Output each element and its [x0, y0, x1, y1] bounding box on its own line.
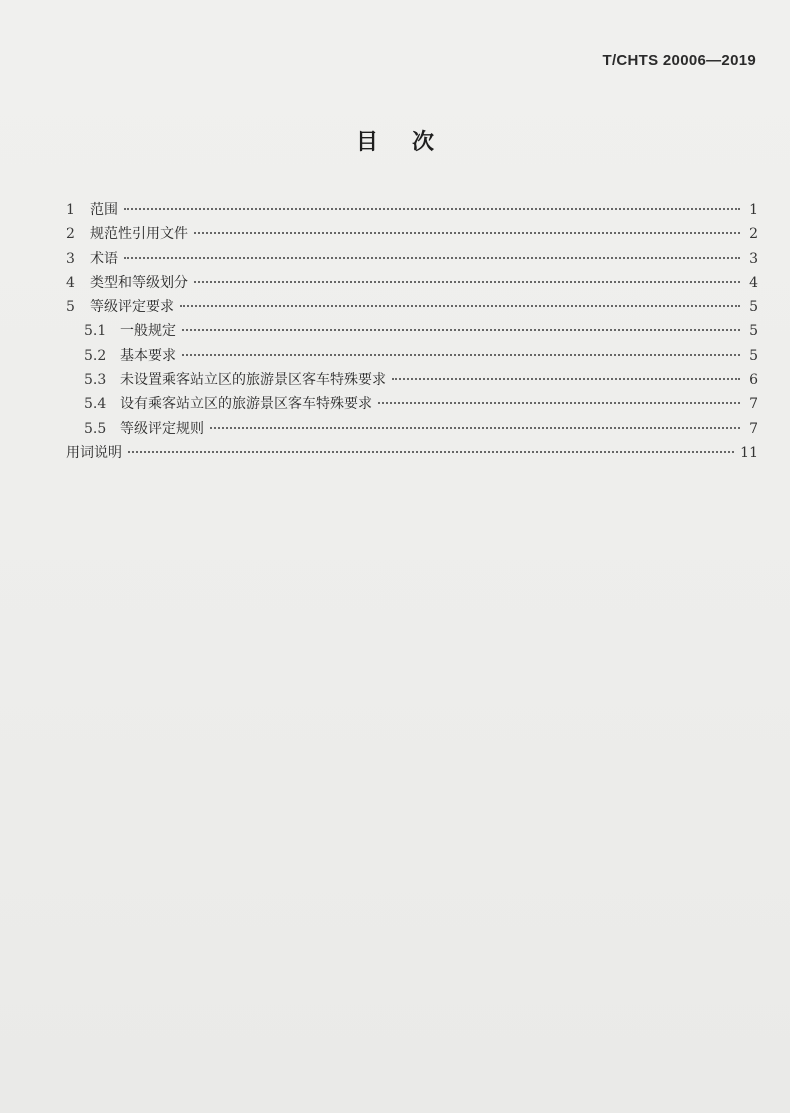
- toc-entry-page-number: 6: [749, 372, 758, 389]
- toc-entry-label: 范围: [90, 202, 118, 218]
- toc-entry-page-number: 1: [749, 202, 758, 218]
- toc-entry-number: 5.1: [84, 323, 107, 340]
- toc-entry-number: 5: [66, 299, 75, 316]
- toc-leader-dots: [392, 378, 740, 380]
- toc-leader-dots: [182, 354, 740, 356]
- toc-entry[interactable]: [66, 198, 758, 222]
- toc-leader-dots: [194, 281, 740, 283]
- toc-entry-number: 5.2: [84, 347, 107, 364]
- toc-entry-label: 未设置乘客站立区的旅游景区客车特殊要求: [120, 372, 386, 389]
- toc-leader-dots: [124, 208, 740, 210]
- toc-leader-dots: [210, 427, 740, 429]
- toc-leader-dots: [378, 402, 740, 404]
- toc-entry-number: 5.4: [84, 396, 107, 413]
- toc-title: 目次: [355, 130, 468, 155]
- toc-entry[interactable]: [66, 247, 758, 271]
- toc-entry-label: 基本要求: [120, 347, 176, 364]
- toc-entry-number: 4: [66, 274, 75, 291]
- toc-entry-label: 设有乘客站立区的旅游景区客车特殊要求: [120, 396, 372, 413]
- toc-entry[interactable]: [66, 441, 758, 465]
- toc-leader-dots: [182, 329, 740, 331]
- toc-leader-dots: [128, 451, 734, 453]
- toc-entry[interactable]: [66, 319, 758, 343]
- toc-entry-number: 2: [66, 226, 75, 243]
- document-code: T/CHTS 20006—2019: [602, 52, 756, 69]
- toc-entry[interactable]: [66, 295, 758, 319]
- toc-leader-dots: [124, 257, 740, 259]
- toc-entry-number: 3: [66, 250, 75, 267]
- toc-entry-page-number: 3: [749, 250, 758, 267]
- toc-entry-page-number: 5: [749, 299, 758, 316]
- toc-entry-page-number: 11: [740, 444, 758, 461]
- toc-entry[interactable]: [66, 271, 758, 295]
- toc-entry-label: 等级评定规则: [120, 420, 204, 437]
- toc-entry-label: 一般规定: [120, 323, 176, 340]
- toc-entry-page-number: 5: [749, 323, 758, 340]
- toc-entry[interactable]: [66, 368, 758, 392]
- toc-entry-label: 用词说明: [66, 444, 122, 461]
- toc-entry[interactable]: [66, 344, 758, 368]
- toc-entry[interactable]: [66, 222, 758, 246]
- toc-entry[interactable]: [66, 392, 758, 416]
- toc-entry-page-number: 5: [749, 347, 758, 364]
- toc-entry-label: 术语: [90, 250, 118, 267]
- toc-entry-label: 规范性引用文件: [90, 226, 188, 243]
- toc-entry-page-number: 7: [749, 420, 758, 437]
- toc-entry-page-number: 4: [749, 274, 758, 291]
- toc-leader-dots: [194, 232, 740, 234]
- toc-entry-label: 等级评定要求: [90, 299, 174, 316]
- toc-entry-page-number: 2: [749, 226, 758, 243]
- toc-entry-label: 类型和等级划分: [90, 274, 188, 291]
- toc-entry-number: 5.3: [84, 372, 107, 389]
- table-of-contents: [66, 198, 758, 465]
- toc-entry[interactable]: [66, 417, 758, 441]
- toc-leader-dots: [180, 305, 740, 307]
- toc-entry-number: 1: [66, 202, 75, 218]
- toc-entry-number: 5.5: [84, 420, 107, 437]
- toc-entry-page-number: 7: [749, 396, 758, 413]
